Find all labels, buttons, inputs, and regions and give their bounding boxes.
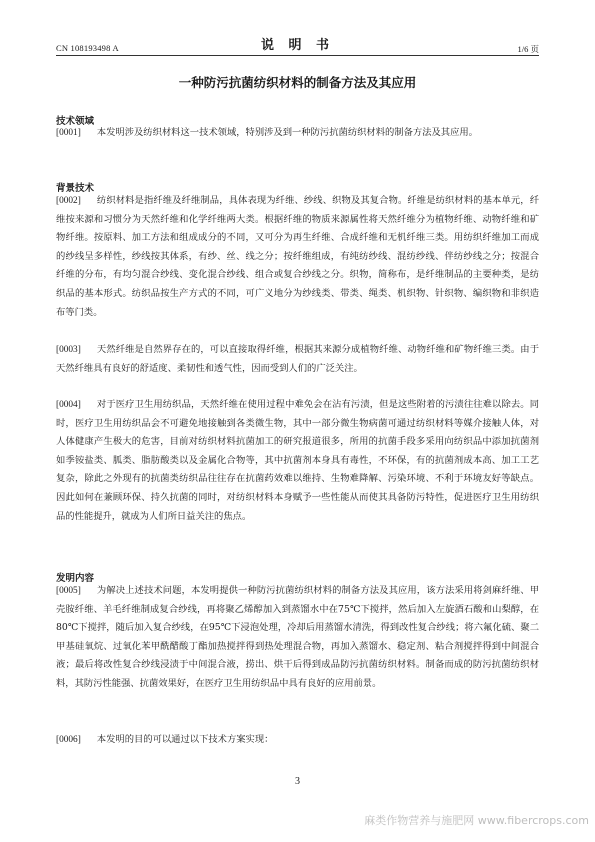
page-number: 3 <box>295 776 300 787</box>
paragraph-number: [0005] <box>56 586 81 596</box>
invention-title: 一种防污抗菌纺织材料的制备方法及其应用 <box>178 75 417 90</box>
publication-number: CN 108193498 A <box>56 43 119 53</box>
section-heading-background: 背景技术 <box>56 183 95 194</box>
paragraph-number: [0001] <box>56 128 81 138</box>
site-watermark: 麻类作物营养与施肥网 www.fibercrops.com <box>364 814 589 827</box>
paragraph-0005 <box>56 582 539 694</box>
paragraph-number: [0004] <box>56 400 81 410</box>
paragraph-0004 <box>56 396 539 526</box>
paragraph-text: 对于医疗卫生用纺织品，天然纤维在使用过程中难免会在沾有污渍，但是这些附着的污渍往往难以除去。同时，医疗卫生用纺织品会不可避免地接触到各类微生物，其中一部分微生物病菌可通过纺织材料等媒介接触人体，对人体健康产生极大的危害，目前对纺织材料抗菌加工的研究报道很多，所用的抗菌手段多采用向纺织品中添加抗菌剂如季铵盐类、胍类、脂肪酸类以及金属化合物等，其中抗菌剂本身具有毒性，不环保，有的抗菌剂成本高、加工工艺复杂，除此之外现有的抗菌类纺织品往往存在抗菌药效难以维持、生物难降解、污染环境、不利于环境友好等缺点。因此如何在兼顾环保、持久抗菌的同时，对纺织材料本身赋予一些性能从而使其具备防污特性，促进医疗卫生用纺织品的性能提升，就成为人们所日益关注的焦点。 <box>56 399 539 522</box>
paragraph-number: [0002] <box>56 196 81 206</box>
header-rule <box>56 55 539 56</box>
page-indicator: 1/6 页 <box>517 44 539 54</box>
section-heading-invention: 发明内容 <box>56 573 95 584</box>
document-title: 说 明 书 <box>260 38 335 53</box>
paragraph-0006 <box>56 731 539 750</box>
paragraph-text: 纺织材料是指纤维及纤维制品，具体表现为纤维、纱线、织物及其复合物。纤维是纺织材料的基本单元，纤维按来源和习惯分为天然纤维和化学纤维两大类。根据纤维的物质来源属性将天然纤维分为植物纤维、动物纤维和矿物纤维。按原料、加工方法和组成成分的不同，又可分为再生纤维、合成纤维和无机纤维三类。用纺织纤维加工而成的纱线呈多样性，纱线按其体系，有纱、丝、线之分；按纤维组成，有纯纺纱线、混纺纱线、伴纺纱线之分；按混合纤维的分布，有均匀混合纱线、变化混合纱线、组合或复合纱线之分。织物，简称布，是纤维制品的主要种类，是纺织品的基本形式。纺织品按生产方式的不同，可广义地分为纱线类、带类、绳类、机织物、针织物、编织物和非织造布等门类。 <box>56 195 539 318</box>
paragraph-0002 <box>56 192 539 322</box>
paragraph-text: 本发明的目的可以通过以下技术方案实现： <box>96 734 274 745</box>
paragraph-number: [0006] <box>56 735 81 745</box>
paragraph-text: 本发明涉及纺织材料这一技术领域，特别涉及到一种防污抗菌纺织材料的制备方法及其应用。 <box>96 127 478 138</box>
paragraph-number: [0003] <box>56 345 81 355</box>
section-heading-tech-field: 技术领域 <box>56 116 95 127</box>
paragraph-text: 天然纤维是自然界存在的，可以直接取得纤维，根据其来源分成植物纤维、动物纤维和矿物纤维三类。由于天然纤维具有良好的舒适度、柔韧性和透气性，因而受到人们的广泛关注。 <box>56 344 539 374</box>
page-header <box>56 34 539 54</box>
paragraph-0003 <box>56 341 539 378</box>
paragraph-text: 为解决上述技术问题，本发明提供一种防污抗菌纺织材料的制备方法及其应用，该方法采用将剑麻纤维、甲壳胺纤维、羊毛纤维制成复合纱线，再将聚乙烯醇加入到蒸馏水中在75℃下搅拌，然后加入左旋酒石酸和山梨醇，在80℃下搅拌，随后加入复合纱线，在95℃下浸泡处理，冷却后用蒸馏水清洗，得到改性复合纱线；将六氟化硫、聚二甲基硅氧烷、过氧化苯甲酰醋酸丁酯加热搅拌得到热处理混合物，再加入蒸馏水、稳定剂、粘合剂搅拌得到中间混合液；最后将改性复合纱线浸渍于中间混合液，捞出、烘干后得到成品防污抗菌纺织材料。制备而成的防污抗菌纺织材料，其防污性能强、抗菌效果好，在医疗卫生用纺织品中具有良好的应用前景。 <box>56 585 539 689</box>
paragraph-0001 <box>56 124 539 143</box>
